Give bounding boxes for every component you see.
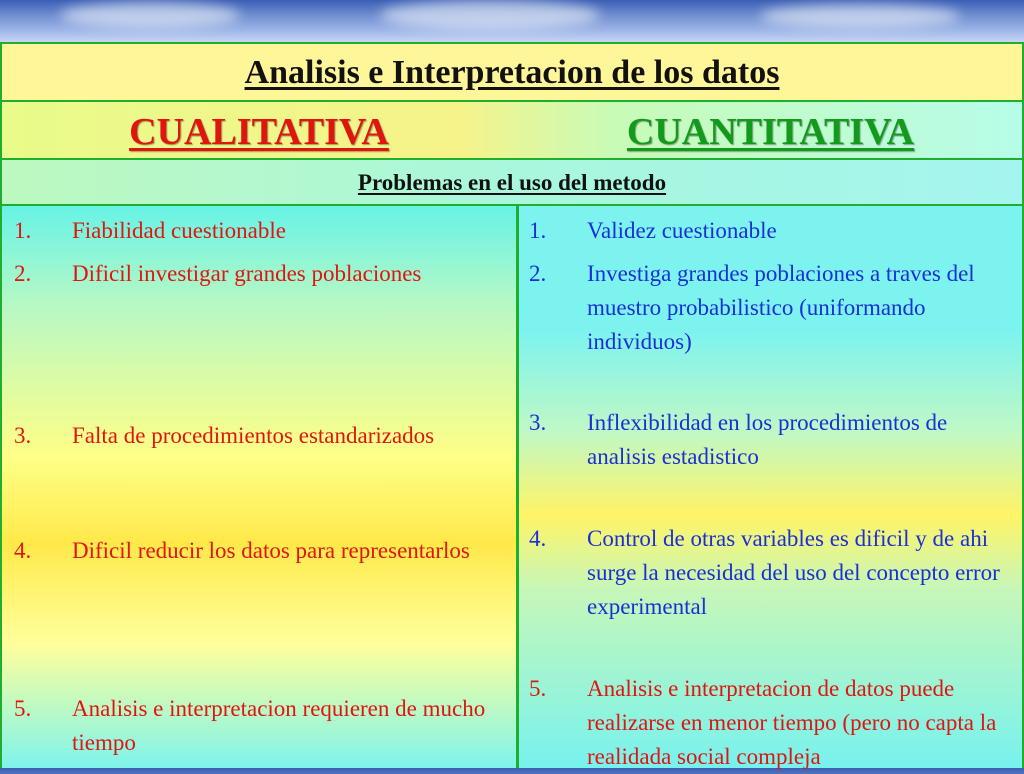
comparison-table [0, 42, 1024, 768]
subheading-row [2, 160, 1022, 206]
item-text: Dificil reducir los datos para representarlos [72, 538, 470, 563]
item-number: 4. [529, 526, 547, 551]
item-text: Control de otras variables es dificil y de ahi surge la necesidad del uso del concepto error experimental [587, 526, 1000, 619]
content-row [2, 206, 1022, 768]
item-number: 2. [529, 261, 547, 286]
item-text: Fiabilidad cuestionable [72, 218, 286, 243]
sky-cloud [760, 4, 960, 28]
slide-title: Analisis e Interpretacion de los datos [244, 54, 780, 91]
item-text: Validez cuestionable [587, 218, 777, 243]
item-number: 3. [529, 410, 547, 435]
sky-cloud [60, 2, 240, 28]
item-text: Analisis e interpretacion requieren de mucho tiempo [72, 696, 486, 755]
item-number: 3. [14, 423, 32, 448]
item-number: 1. [529, 218, 547, 243]
column-header-row [2, 102, 1022, 160]
title-row [2, 44, 1022, 102]
cualitativa-header: CUALITATIVA [129, 111, 389, 153]
item-number: 2. [14, 261, 32, 286]
item-number: 1. [14, 218, 32, 243]
item-text: Inflexibilidad en los procedimientos de analisis estadistico [587, 410, 948, 469]
subheading: Problemas en el uso del metodo [357, 170, 667, 195]
item-number: 5. [529, 676, 547, 701]
item-text: Analisis e interpretacion de datos puede realizarse en menor tiempo (pero no capta la realidada social compleja [587, 676, 997, 769]
cuantitativa-cell [519, 206, 1022, 768]
cuantitativa-header: CUANTITATIVA [626, 111, 915, 153]
item-text: Falta de procedimientos estandarizados [72, 423, 435, 448]
item-number: 5. [14, 696, 32, 721]
item-number: 4. [14, 538, 32, 563]
sky-cloud [380, 0, 600, 30]
item-text: Dificil investigar grandes poblaciones [72, 261, 422, 286]
item-text: Investiga grandes poblaciones a traves del muestro probabilistico (uniformando individuos) [587, 261, 975, 354]
cualitativa-cell [2, 206, 516, 768]
